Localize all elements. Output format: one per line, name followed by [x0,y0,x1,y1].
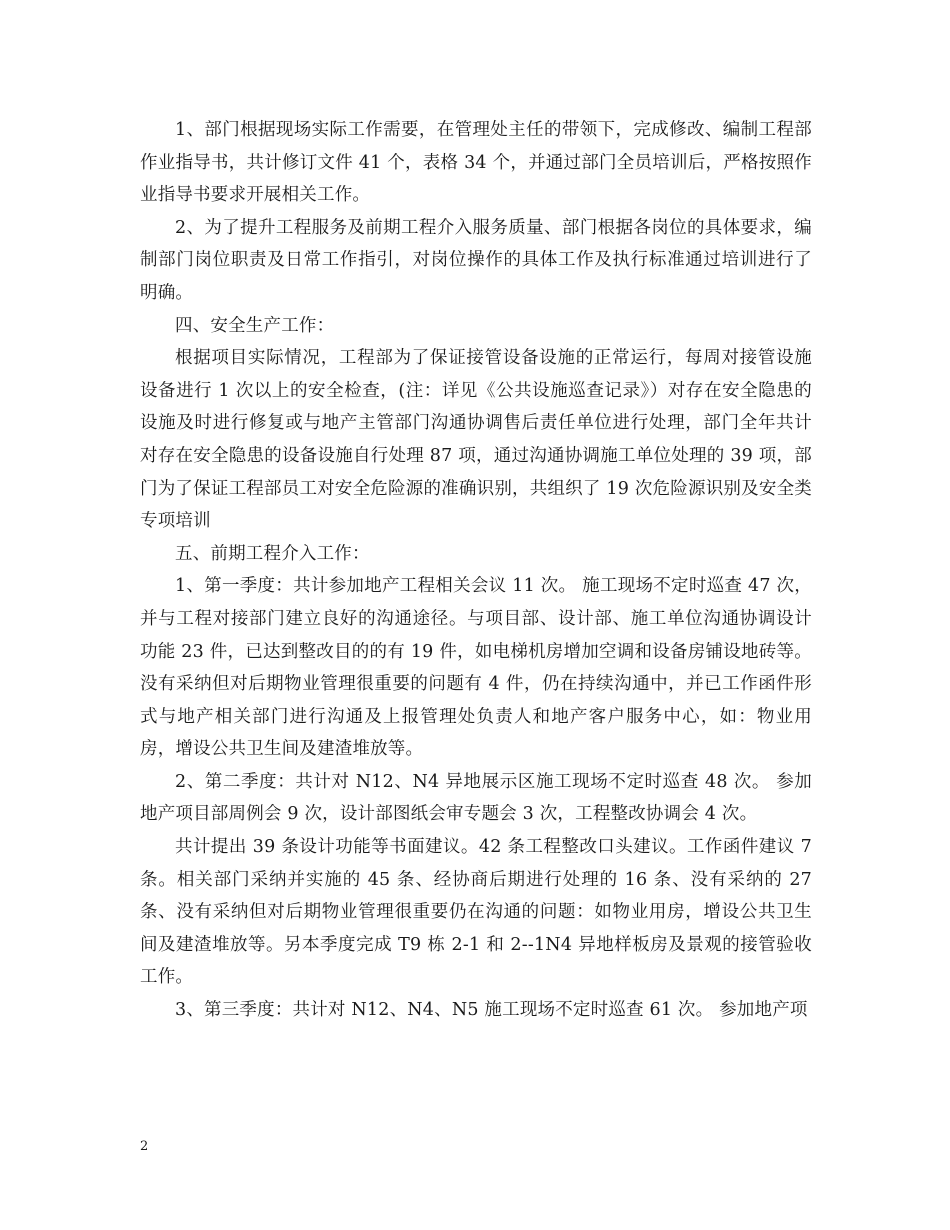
paragraph-q3: 3、第三季度：共计对 N12、N4、N5 施工现场不定时巡查 61 次。 参加地产项 [175,1000,808,1021]
paragraph-suggestions: 共计提出 39 条设计功能等书面建议。42 条工程整改口头建议。工作函件建议 7 条。相关部门采纳并实施的 45 条、经协商后期进行处理的 16 条、没有采纳的 27 条、没有采纳但对后期物业管理很重要仍在沟通的问题：如物业用房，增设公共卫生间及建渣堆放等。另本季度完成 T9 栋 2-1 和 2--1N4 异地样板房及景观的接管验收工作。 [140,837,812,988]
section-heading-early-intervention: 五、前期工程介入工作： [175,543,370,564]
section-heading-safety: 四、安全生产工作： [175,315,335,336]
paragraph-safety-inspection: 根据项目实际情况，工程部为了保证接管设备设施的正常运行，每周对接管设施设备进行 1 次以上的安全检查，(注：详见《公共设施巡查记录》）对存在安全隐患的设施及时进行修复或与地产主管部门沟通协调售后责任单位进行处理，部门全年共计对存在安全隐患的设备设施自行处理 87 项，通过沟通协调施工单位处理的 39 项，部门为了保证工程部员工对安全危险源的准确识别，共组织了 19 次危险源识别及安全类专项培训 [140,348,812,532]
document-body [140,114,812,1027]
paragraph-q1: 1、第一季度：共计参加地产工程相关会议 11 次。 施工现场不定时巡查 47 次，并与工程对接部门建立良好的沟通途径。与项目部、设计部、施工单位沟通协调设计功能 23 件，已达到整改目的的有 19 件，如电梯机房增加空调和设备房铺设地砖等。没有采纳但对后期物业管理很重要的问题有 4 件，仍在持续沟通中，并已工作函件形式与地产相关部门进行沟通及上报管理处负责人和地产客户服务中心，如：物业用房，增设公共卫生间及建渣堆放等。 [140,576,812,760]
paragraph-q2: 2、第二季度：共计对 N12、N4 异地展示区施工现场不定时巡查 48 次。 参加地产项目部周例会 9 次，设计部图纸会审专题会 3 次，工程整改协调会 4 次。 [140,771,812,825]
paragraph-service-quality: 2、为了提升工程服务及前期工程介入服务质量、部门根据各岗位的具体要求，编制部门岗位职责及日常工作指引，对岗位操作的具体工作及执行标准通过培训进行了明确。 [140,217,812,303]
page-number: 2 [140,1139,149,1154]
paragraph-dept-guidebook: 1、部门根据现场实际工作需要，在管理处主任的带领下，完成修改、编制工程部作业指导书，共计修订文件 41 个，表格 34 个，并通过部门全员培训后，严格按照作业指导书要求开展相关工作。 [140,120,812,206]
